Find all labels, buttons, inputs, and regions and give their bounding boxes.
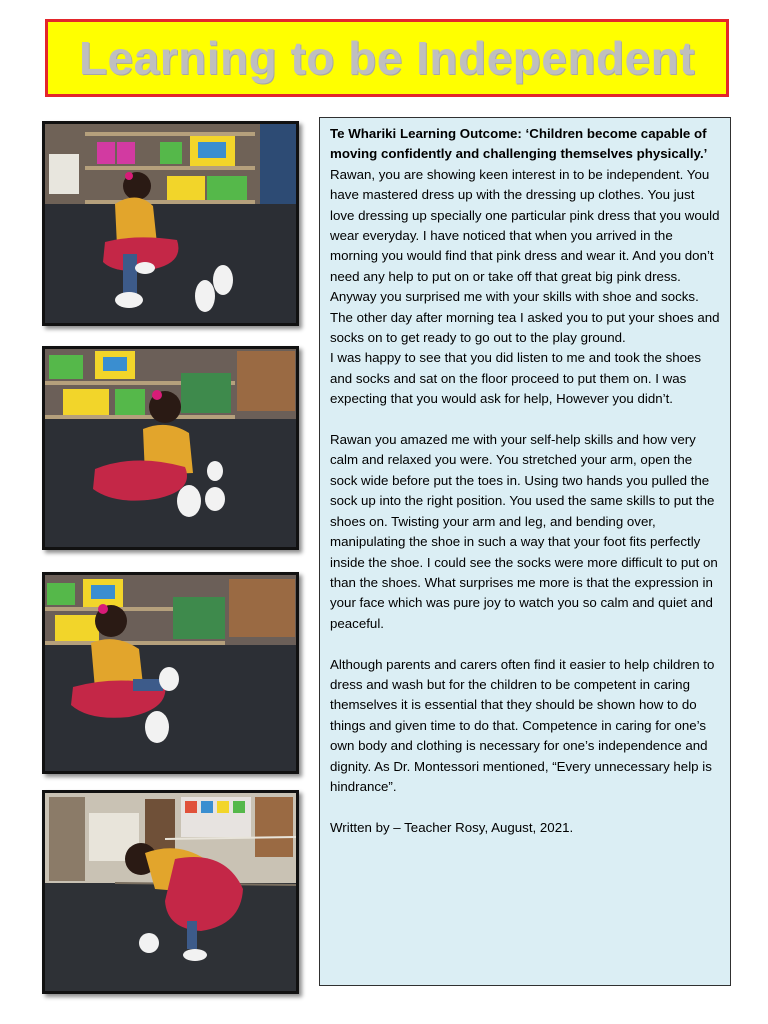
photo-child-bending-over-icon xyxy=(45,793,296,991)
photo-child-putting-on-shoe-2-icon xyxy=(45,349,296,547)
author-signature-line: Written by – Teacher Rosy, August, 2021. xyxy=(330,819,574,835)
paragraph-spacer xyxy=(330,634,722,654)
photo-2 xyxy=(42,346,299,550)
photo-4 xyxy=(42,790,299,994)
page-title: Learning to be Independent xyxy=(78,32,696,84)
paragraph-spacer xyxy=(330,410,722,430)
learning-story-text xyxy=(319,117,731,986)
paragraph-spacer xyxy=(330,797,722,817)
story-paragraph-2: Anyway you surprised me with your skills with shoe and socks. The other day after morning tea I asked you to put your shoes and socks on to get ready to go out to the play ground. xyxy=(330,289,720,346)
photo-1 xyxy=(42,121,299,326)
photo-child-putting-on-sock-icon xyxy=(45,575,296,771)
learning-outcome-heading: Te Whariki Learning Outcome: ‘Children become capable of moving confidently and challenging themselves physically.’ xyxy=(330,126,708,162)
photo-child-putting-on-shoe-1-icon xyxy=(45,124,296,323)
story-paragraph-5: Although parents and carers often find it easier to help children to dress and wash but for the children to be competent in caring themselves it is essential that they should be shown how to do things and given time to do that. Competence in caring for one’s own body and clothing is necessary for one’s independence and dignity. As Dr. Montessori mentioned, “Every unnecessary help is hindrance”. xyxy=(330,656,715,794)
story-paragraph-3: I was happy to see that you did listen to me and took the shoes and socks and sat on the floor proceed to put them on. I was expecting that you would ask for help, However you didn’t. xyxy=(330,350,702,407)
story-paragraph-4: Rawan you amazed me with your self-help skills and how very calm and relaxed you were. You stretched your arm, open the sock wide before put the toes in. Using two hands you pulled the sock up into the right position. You used the same skills to put the shoes on. Twisting your arm and leg, and bending over, manipulating the shoe in such a way that your foot fits perfectly inside the shoe. I could see the socks were more difficult to put on than the shoes. What surprises me more is that the expression in your face which was pure joy to watch you so calm and quiet and peaceful. xyxy=(330,432,718,631)
photo-3 xyxy=(42,572,299,774)
title-banner xyxy=(45,19,729,97)
story-paragraph-1: Rawan, you are showing keen interest in to be independent. You have mastered dress up with the dressing up clothes. You just love dressing up specially one particular pink dress that you would wear everyday. I have noticed that when you arrived in the morning you would find that pink dress and wear it. And you don’t need any help to put on or take off that great big pink dress. xyxy=(330,166,720,284)
